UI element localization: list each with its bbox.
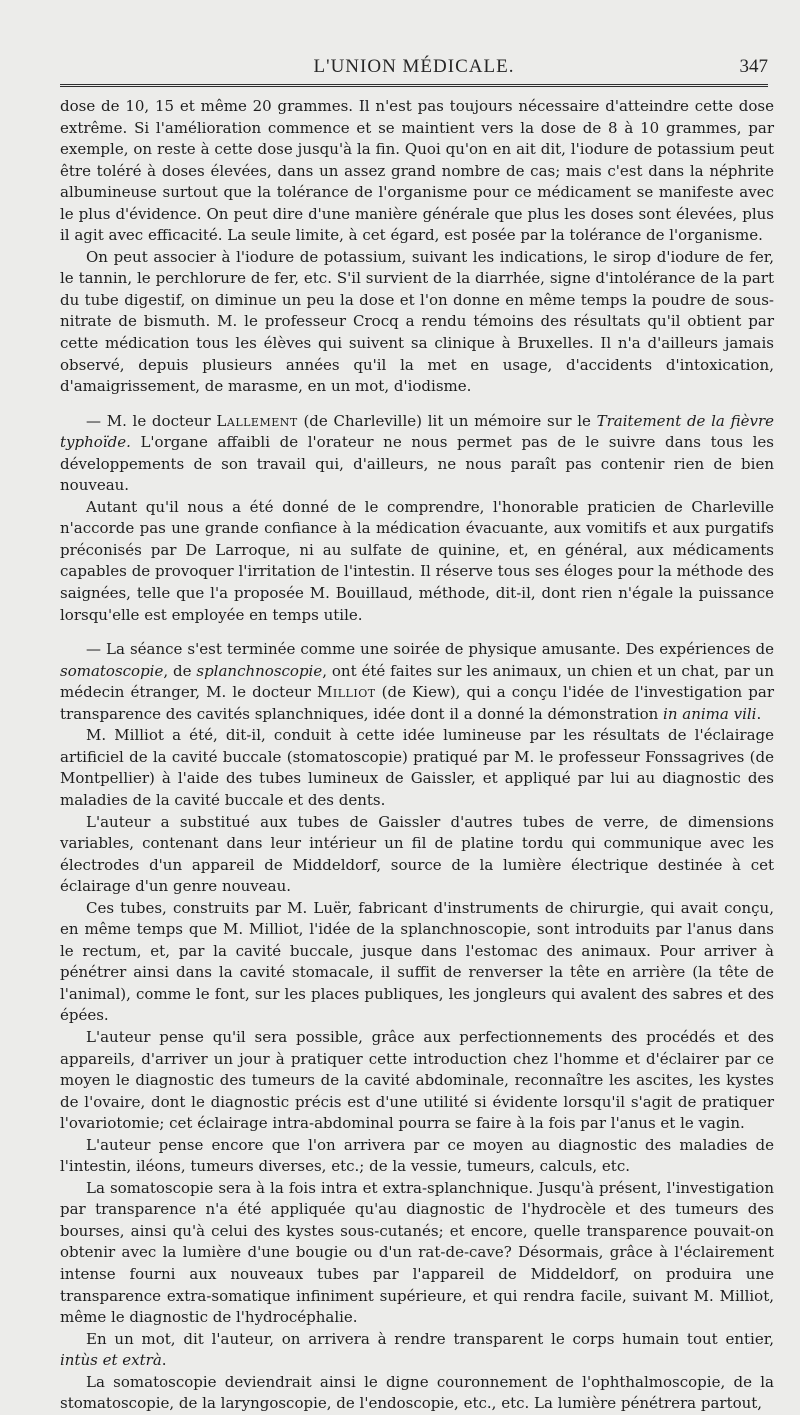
paragraph-couronnement: La somatoscopie deviendrait ainsi le digne couronnement de l'ophthalmoscopie, de la stomatoscopie, de la laryngoscopie, de l'endoscopie, etc., etc. La lumière pénétrera partout, bbox=[60, 1372, 774, 1413]
paragraph-somatoscopie: La somatoscopie sera à la fois intra et extra-splanchnique. Jusqu'à présent, l'investigation par transparence n'a été appliquée qu'au diagnostic de l'hydrocèle et des tumeurs des bourses, ainsi qu'à celui des kystes sous-cutanés; et encore, quelle transparence pouvait-on obtenir avec la lumière d'une bougie ou d'un rat-de-cave? Désormais, grâce à l'éclairement intense fourni aux nouveaux tubes par l'appareil de Middeldorf, on produira une transparence extra-somatique infiniment supérieure, et qui rendra facile, suivant M. Milliot, même le diagnostic de l'hydrocéphalie. bbox=[60, 1178, 774, 1327]
latin-phrase: intùs et extrà bbox=[60, 1351, 162, 1370]
text-span: (de Kiew), qui a conçu l'idée de l'investigation par transparence des cavités splanchniques, idée dont il a donné la démonstration bbox=[60, 683, 774, 723]
term-somatoscopie: somatoscopie bbox=[60, 661, 164, 680]
text-span: — M. le docteur bbox=[86, 411, 217, 430]
term-splanchnoscopie: splanchnoscopie bbox=[196, 661, 323, 680]
author-name: Lallement bbox=[216, 411, 298, 430]
text-span: . bbox=[161, 1351, 167, 1370]
paragraph-lallement bbox=[60, 411, 774, 497]
paragraph-tubes-luer: Ces tubes, construits par M. Luër, fabricant d'instruments de chirurgie, qui avait conçu, en même temps que M. Milliot, l'idée de la splanchnoscopie, sont introduits par l'anus dans le rectum, et, par la cavité buccale, jusque dans l'estomac des animaux. Pour arriver à pénétrer ainsi dans la cavité stomacale, il suffit de renverser la tête en arrière (la tête de l'animal), comme le font, sur les places publiques, les jongleurs qui avalent des sabres et des épées. bbox=[60, 898, 774, 1025]
article-body bbox=[60, 96, 774, 1415]
paragraph-intestin: L'auteur pense encore que l'on arrivera par ce moyen au diagnostic des maladies de l'intestin, iléons, tumeurs diverses, etc.; de la vessie, tumeurs, calculs, etc. bbox=[60, 1135, 774, 1176]
paragraph-transparent bbox=[60, 1329, 774, 1372]
running-title: L'UNION MÉDICALE. bbox=[313, 56, 515, 77]
text-span: (de Charleville) lit un mémoire sur le bbox=[297, 411, 597, 430]
text-span: L'organe affaibli de l'orateur ne nous permet pas de le suivre dans tous les développements de son travail qui, d'ailleurs, ne nous paraît pas contenir rien de bien nouveau. bbox=[60, 433, 774, 495]
paragraph-seance bbox=[60, 639, 774, 725]
text-span: — La séance s'est terminée comme une soirée de physique amusante. Des expériences de bbox=[86, 640, 774, 659]
latin-phrase: in anima vili bbox=[663, 704, 757, 723]
text-span: , ont été faites sur les animaux, un chien et un chat, par un médecin étranger, M. le docteur bbox=[60, 661, 774, 702]
memoir-title: Traitement de la fièvre typhoïde. bbox=[60, 411, 774, 452]
paragraph-milliot-idea: M. Milliot a été, dit-il, conduit à cette idée lumineuse par les résultats de l'éclairage artificiel de la cavité buccale (stomatoscopie) pratiqué par M. le professeur Fonssagrives (de Montpellier) à l'aide des tubes lumineux de Gaissler, et appliqué par lui au diagnostic des maladies de la cavité buccale et des dents. bbox=[60, 726, 774, 809]
paragraph-associations: On peut associer à l'iodure de potassium, suivant les indications, le sirop d'iodure de fer, le tannin, le perchlorure de fer, etc. S'il survient de la diarrhée, signe d'intolérance de la part du tube digestif, on diminue un peu la dose et l'on donne en même temps la poudre de sous-nitrate de bismuth. M. le professeur Crocq a rendu témoins des résultats qu'il obtient par cette médication tous les élèves qui suivent sa clinique à Bruxelles. Il n'a d'ailleurs jamais observé, depuis plusieurs années qu'il la met en usage, d'accidents d'intoxication, d'amaigrissement, de marasme, en un mot, d'iodisme. bbox=[60, 247, 774, 396]
paragraph-charleville: Autant qu'il nous a été donné de le comprendre, l'honorable praticien de Charleville n'accorde pas une grande confiance à la médication évacuante, aux vomitifs et aux purgatifs préconisés par De Larroque, ni au sulfate de quinine, et, en général, aux médicaments capables de provoquer l'irritation de l'intestin. Il réserve tous ses éloges pour la méthode des saignées, telle que l'a proposée M. Bouillaud, méthode, dit-il, dont rien n'égale la puissance lorsqu'elle est employée en temps utile. bbox=[60, 497, 774, 624]
page-number: 347 bbox=[739, 56, 768, 77]
header-rule bbox=[60, 84, 768, 87]
paragraph-tubes-substitution: L'auteur a substitué aux tubes de Gaissler d'autres tubes de verre, de dimensions variables, contenant dans leur intérieur un fil de platine tordu qui communique avec les électrodes d'un appareil de Middeldorf, source de la lumière électrique destinée à cet éclairage d'un genre nouveau. bbox=[60, 812, 774, 896]
paragraph-iodide-dose: dose de 10, 15 et même 20 grammes. Il n'est pas toujours nécessaire d'atteindre cette dose extrême. Si l'amélioration commence et se maintient vers la dose de 8 à 10 grammes, par exemple, on reste à cette dose jusqu'à la fin. Quoi qu'on en ait dit, l'iodure de potassium peut être toléré à doses élevées, dans un assez grand nombre de cas; mais c'est dans la néphrite albumineuse surtout que la tolérance de l'organisme pour ce médicament se manifeste avec le plus d'évidence. On peut dire d'une manière générale que plus les doses sont élevées, plus il agit avec efficacité. La seule limite, à cet égard, est posée par la tolérance de l'organisme. bbox=[60, 97, 774, 245]
author-name: Milliot bbox=[317, 683, 376, 702]
text-span: . bbox=[756, 704, 762, 723]
text-span: En un mot, dit l'auteur, on arrivera à rendre transparent le corps humain tout entier, bbox=[86, 1329, 774, 1348]
paragraph-future-use: L'auteur pense qu'il sera possible, grâce aux perfectionnements des procédés et des appareils, d'arriver un jour à pratiquer cette introduction chez l'homme et d'éclairer par ce moyen le diagnostic des tumeurs de la cavité abdominale, reconnaître les ascites, les kystes de l'ovaire, dont le diagnostic précis est d'une utilité si évidente lorsqu'il s'agit de pratiquer l'ovariotomie; cet éclairage intra-abdominal pourra se faire à la fois par l'anus et le vagin. bbox=[60, 1027, 774, 1133]
text-span: , de bbox=[163, 661, 197, 680]
page-header bbox=[60, 54, 768, 82]
